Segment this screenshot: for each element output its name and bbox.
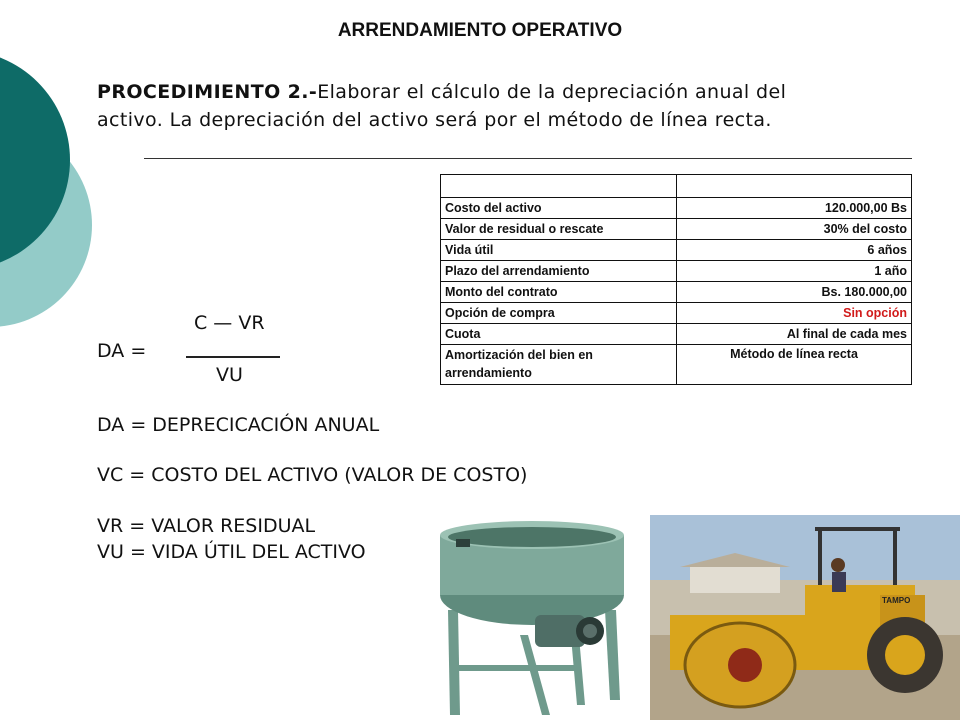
formula-denominator: VU xyxy=(216,364,243,386)
definition-vr: VR = VALOR RESIDUAL xyxy=(97,515,316,537)
table-row xyxy=(441,282,912,303)
row-value: 120.000,00 Bs xyxy=(677,198,912,219)
row-label: Valor de residual o rescate xyxy=(441,219,677,240)
row-label: Cuota xyxy=(441,324,677,345)
procedure-label: PROCEDIMIENTO 2.- xyxy=(97,81,318,103)
row-value: 30% del costo xyxy=(677,219,912,240)
mixer-latch xyxy=(456,539,470,547)
row-value: Método de línea recta xyxy=(677,345,912,385)
row-value: Bs. 180.000,00 xyxy=(677,282,912,303)
roller-brand-label: TAMPO xyxy=(882,596,911,605)
definition-vu: VU = VIDA ÚTIL DEL ACTIVO xyxy=(97,541,366,563)
lease-table xyxy=(440,174,912,385)
mixer-motor xyxy=(535,615,604,647)
road-roller-image xyxy=(650,515,960,720)
divider xyxy=(144,158,912,159)
row-label: Plazo del arrendamiento xyxy=(441,261,677,282)
row-value: 6 años xyxy=(677,240,912,261)
row-label: Costo del activo xyxy=(441,198,677,219)
table-row xyxy=(441,261,912,282)
intro-text-1: Elaborar el cálculo de la depreciación anual del xyxy=(317,81,787,103)
table-row xyxy=(441,303,912,324)
row-label: Amortización del bien en arrendamiento xyxy=(441,345,677,385)
row-value-highlight: Sin opción xyxy=(677,303,912,324)
row-value: Al final de cada mes xyxy=(677,324,912,345)
table-row xyxy=(441,240,912,261)
table-row xyxy=(441,345,912,385)
table-header-row xyxy=(441,175,912,198)
intro-line-2: activo. La depreciación del activo será por el método de línea recta. xyxy=(97,109,772,131)
fraction-bar xyxy=(186,356,280,358)
formula-lhs: DA = xyxy=(97,340,147,362)
concrete-mixer-image xyxy=(420,515,630,720)
definition-da: DA = DEPRECICACIÓN ANUAL xyxy=(97,414,380,436)
table-cell xyxy=(677,175,912,198)
table-row xyxy=(441,324,912,345)
intro-line-1 xyxy=(97,78,897,106)
intro-paragraph xyxy=(97,78,897,134)
row-value: 1 año xyxy=(677,261,912,282)
row-label: Vida útil xyxy=(441,240,677,261)
page-title: ARRENDAMIENTO OPERATIVO xyxy=(337,20,623,41)
operator xyxy=(831,558,845,572)
table-row xyxy=(441,198,912,219)
definition-vc: VC = COSTO DEL ACTIVO (VALOR DE COSTO) xyxy=(97,464,528,486)
formula-numerator: C — VR xyxy=(194,312,265,334)
row-label: Opción de compra xyxy=(441,303,677,324)
table-cell xyxy=(441,175,677,198)
row-label: Monto del contrato xyxy=(441,282,677,303)
table-row xyxy=(441,219,912,240)
